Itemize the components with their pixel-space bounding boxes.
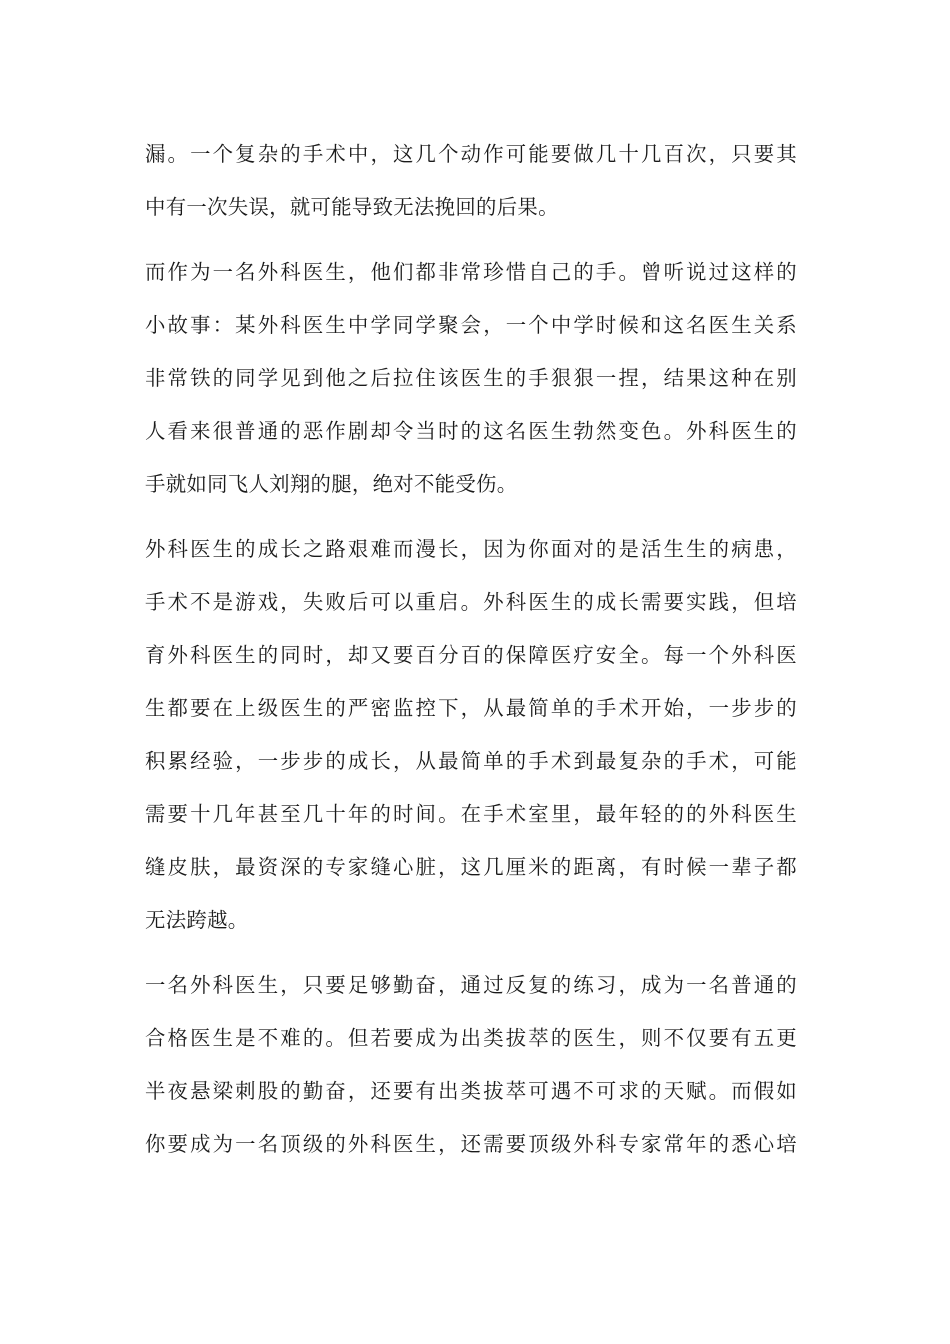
text-line: 需要十几年甚至几十年的时间。在手术室里，最年轻的的外科医生	[145, 802, 797, 826]
text-line: 小故事：某外科医生中学同学聚会，一个中学时候和这名医生关系	[145, 313, 797, 337]
text-line: 缝皮肤，最资深的专家缝心脏，这几厘米的距离，有时候一辈子都	[145, 855, 797, 879]
text-line: 而作为一名外科医生，他们都非常珍惜自己的手。曾听说过这样的	[145, 260, 797, 284]
paragraph-3	[145, 523, 797, 947]
text-line: 手术不是游戏，失败后可以重启。外科医生的成长需要实践，但培	[145, 590, 797, 614]
text-line: 无法跨越。	[145, 908, 249, 932]
document-body	[145, 128, 797, 1183]
text-line: 生都要在上级医生的严密监控下，从最简单的手术开始，一步步的	[145, 696, 797, 720]
text-line: 育外科医生的同时，却又要百分百的保障医疗安全。每一个外科医	[145, 643, 797, 667]
text-line: 一名外科医生，只要足够勤奋，通过反复的练习，成为一名普通的	[145, 973, 797, 997]
text-line: 手就如同飞人刘翔的腿，绝对不能受伤。	[145, 472, 518, 496]
paragraph-2	[145, 246, 797, 511]
text-line: 人看来很普通的恶作剧却令当时的这名医生勃然变色。外科医生的	[145, 419, 797, 443]
text-line: 积累经验，一步步的成长，从最简单的手术到最复杂的手术，可能	[145, 749, 797, 773]
paragraph-4	[145, 959, 797, 1171]
text-line: 你要成为一名顶级的外科医生，还需要顶级外科专家常年的悉心培	[145, 1132, 797, 1156]
text-line: 中有一次失误，就可能导致无法挽回的后果。	[145, 195, 559, 219]
text-line: 漏。一个复杂的手术中，这几个动作可能要做几十几百次，只要其	[145, 142, 797, 166]
text-line: 外科医生的成长之路艰难而漫长，因为你面对的是活生生的病患，	[145, 537, 797, 561]
text-line: 合格医生是不难的。但若要成为出类拔萃的医生，则不仅要有五更	[145, 1026, 797, 1050]
text-line: 半夜悬梁刺股的勤奋，还要有出类拔萃可遇不可求的天赋。而假如	[145, 1079, 797, 1103]
text-line: 非常铁的同学见到他之后拉住该医生的手狠狠一捏，结果这种在别	[145, 366, 797, 390]
paragraph-1	[145, 128, 797, 234]
